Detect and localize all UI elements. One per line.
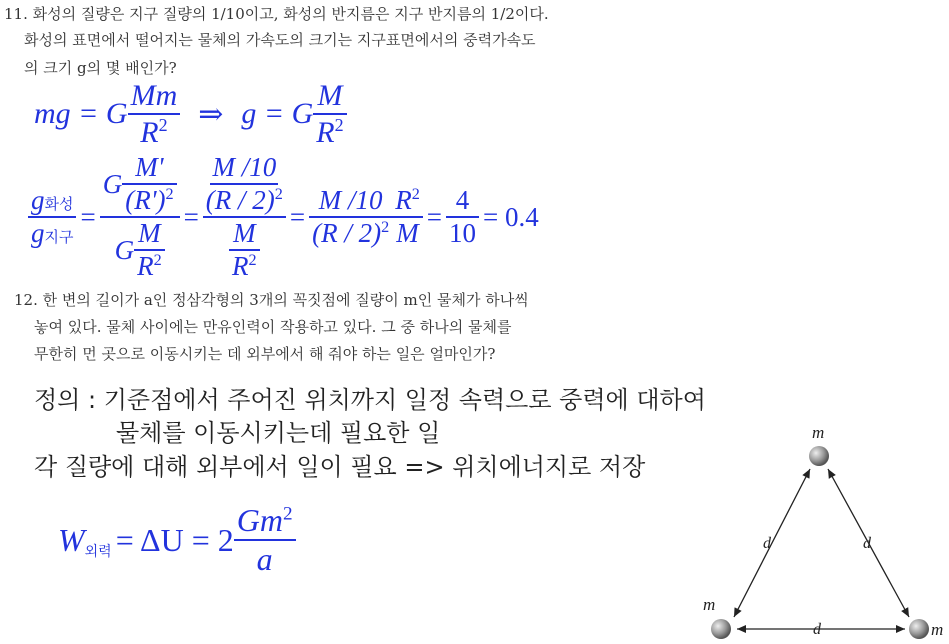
definition-line-1: 정의 : 기준점에서 주어진 위치까지 일정 속력으로 중력에 대하여 <box>34 386 706 414</box>
equation-ratio: $\frac{\text{g화성}}{\text{g지구}}$ = G $\frac{M'}{(R')^2}$ G $\frac{M}{R^2}$ = M /10 (R / 2)$^2$ M $R^2$ = $\frac{M /10}{(R / 2)^2}$ $\frac{R^2}{M}$ = $\frac{4}{10}$ = 0.4 <box>28 150 539 284</box>
label-d-right: d <box>863 535 871 552</box>
energy-note: 각 질량에 대해 외부에서 일이 필요 => 위치에너지로 저장 <box>34 453 646 481</box>
label-m-left: m <box>703 595 716 614</box>
mass-bottom-left <box>711 619 731 639</box>
M-prime: M' <box>122 152 176 185</box>
eq1-den-2: R <box>316 115 335 149</box>
M-over-10-b: M /10 <box>309 185 392 218</box>
fraction-r2-m: $\frac{R^2}{M}$ <box>392 185 423 249</box>
ratio-g-fraction <box>28 185 76 249</box>
G-bottom: G <box>114 234 135 265</box>
problem-12-line-1: 12. 한 변의 길이가 a인 정삼각형의 3개의 꼭짓점에 질량이 m인 물체가 하나씩 <box>14 291 529 309</box>
W-subscript: 외력 <box>84 544 112 560</box>
fraction-4-10 <box>446 185 479 249</box>
eq1-mid: g = G <box>241 97 314 130</box>
eq3-fraction: $\frac{Gm^2}{a}$ <box>234 502 296 578</box>
eq3-mid: = ΔU = 2 <box>115 521 234 558</box>
M-inner: M <box>134 218 165 251</box>
label-d-left: d <box>763 535 771 552</box>
problem-12-line-2: 놓여 있다. 물체 사이에는 만유인력이 작용하고 있다. 그 중 하나의 물체를 <box>34 318 512 336</box>
compound-fraction-1: G $\frac{M'}{(R')^2}$ G $\frac{M}{R^2}$ <box>100 152 180 282</box>
label-m-right: m <box>931 620 944 639</box>
four: 4 <box>446 185 479 218</box>
result: = 0.4 <box>483 201 539 232</box>
eq1-num-2: M <box>313 79 346 115</box>
problem-11-line-1: 11. 화성의 질량은 지구 질량의 1/10이고, 화성의 반지름은 지구 반지름의 1/2이다. <box>4 5 549 23</box>
R-prime: (R') <box>125 185 166 215</box>
Gm: Gm <box>236 502 283 538</box>
fraction-m10: $\frac{M /10}{(R / 2)^2}$ <box>309 185 392 249</box>
definition-line-2: 물체를 이동시키는데 필요한 일 <box>116 419 441 447</box>
eq1-fraction-2: $\frac{M}{R^2}$ <box>313 79 346 150</box>
eq1-lhs: mg = G <box>34 97 128 130</box>
eq1-fraction-1: $\frac{Mm}{R^2}$ <box>128 79 181 150</box>
implies-arrow: ⇒ <box>198 97 224 131</box>
R-lower: R <box>232 251 249 281</box>
eq1-den-1: R <box>140 115 159 149</box>
mass-top <box>809 446 829 466</box>
G-top: G <box>102 168 123 199</box>
R-squared: R <box>395 185 412 215</box>
compound-fraction-2: M /10 (R / 2)$^2$ M $R^2$ <box>203 152 286 282</box>
R-over-2-b: (R / 2) <box>312 218 382 248</box>
equation-work <box>58 500 296 580</box>
problem-11-line-2: 화성의 표면에서 떨어지는 물체의 가속도의 크기는 지구표면에서의 중력가속도 <box>24 31 536 49</box>
ten: 10 <box>449 218 477 248</box>
R-inner: R <box>137 251 154 281</box>
mass-bottom-right <box>909 619 929 639</box>
g-earth: g <box>31 218 45 248</box>
problem-11-line-3: 의 크기 g의 몇 배인가? <box>24 59 177 77</box>
problem-12-line-3: 무한히 먼 곳으로 이동시키는 데 외부에서 해 줘야 하는 일은 얼마인가? <box>34 345 496 363</box>
M-den: M <box>396 218 419 248</box>
side-left-arrow <box>734 469 810 617</box>
M-over-10: M /10 <box>210 152 278 185</box>
M-lower: M <box>229 218 260 251</box>
equation-gravity <box>34 80 347 148</box>
a: a <box>256 541 273 577</box>
eq1-num-1: Mm <box>128 79 181 115</box>
label-d-bottom: d <box>813 621 821 638</box>
sub-mars: 화성 <box>44 195 74 213</box>
label-m-top: m <box>812 424 825 442</box>
g-mars: g <box>31 185 45 215</box>
R-over-2: (R / 2) <box>205 185 275 215</box>
W: W <box>58 521 85 558</box>
sub-earth: 지구 <box>44 228 74 246</box>
triangle-diagram <box>689 424 949 644</box>
